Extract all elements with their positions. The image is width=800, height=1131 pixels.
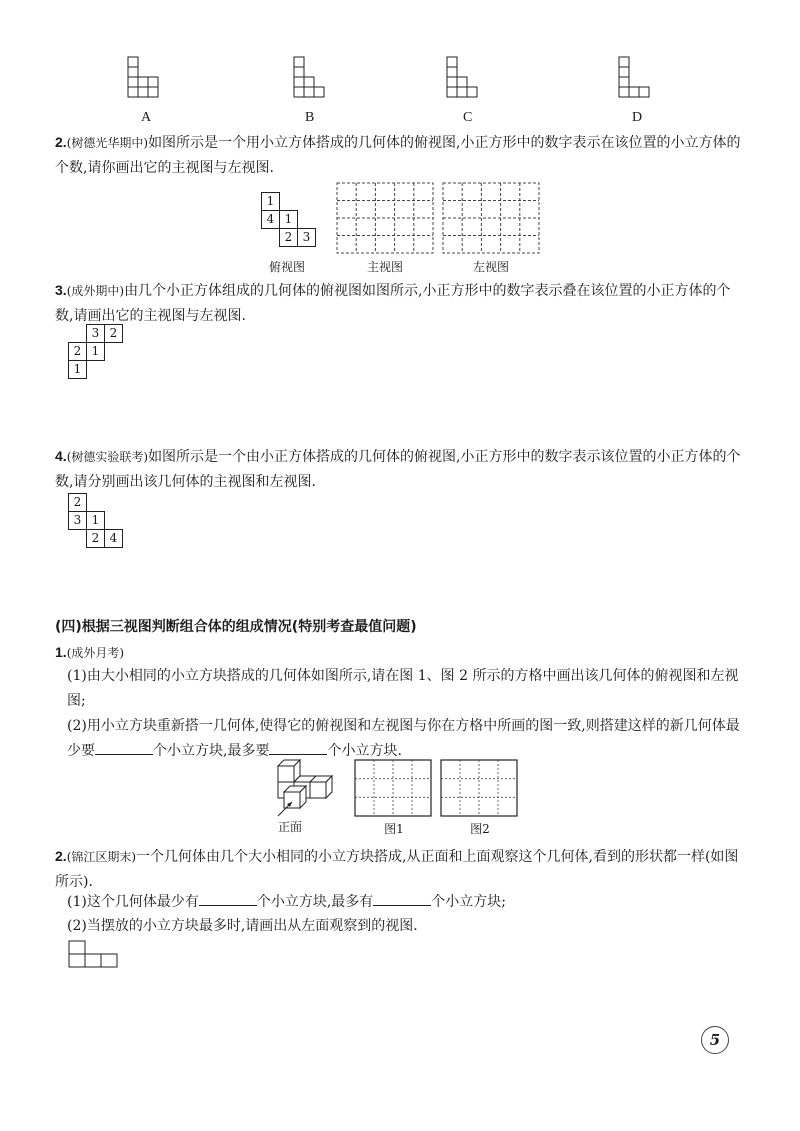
q2-front-view-grid[interactable] [337,183,433,253]
question-number: 2. [55,134,67,150]
question-text: 一个几何体由几个大小相同的小立方块搭成,从正面和上面观察这个几何体,看到的形状都一样(如图所示). [55,849,739,890]
caption-left-view: 左视图 [472,260,509,274]
part-text: 个小立方块,最多有 [256,894,374,910]
grid-cell: 2 [86,529,105,548]
option-figure-b [294,57,334,107]
option-label-d: D [632,110,643,125]
grid-cell: 1 [68,360,87,379]
section-title: (四)根据三视图判断组合体的组成情况(特别考查最值问题) [55,619,417,635]
q2-left-view-grid[interactable] [443,183,539,253]
question-source: (树德光华期中) [66,136,149,150]
s4q2-view-figure [69,941,125,981]
option-figure-d [619,57,659,107]
question-text: 由几个小正方体组成的几何体的俯视图如图所示,小正方形中的数字表示叠在该位置的小正方体的个数,请画出它的主视图与左视图. [55,283,731,324]
s4q1-part-1: (1)由大小相同的小立方块搭成的几何体如图所示,请在图 1、图 2 所示的方格中画出该几何体的俯视图和左视图; [67,668,739,709]
question-source: (锦江区期末) [66,850,137,864]
grid-cell: 3 [68,511,87,530]
answer-blank-max[interactable] [373,891,431,906]
section4-question-2 [55,844,745,895]
question-text: 如图所示是一个用小立方体搭成的几何体的俯视图,小正方形中的数字表示在该位置的小立方体的个数,请你画出它的主视图与左视图. [55,135,741,176]
grid-cell: 2 [104,324,123,343]
option-figure-a [128,57,168,107]
caption-figure-2: 图2 [470,822,490,836]
grid-cell: 4 [104,529,123,548]
s4q2-part-1 [67,890,747,915]
question-number: 2. [55,848,67,864]
part-text: (2)用小立方块重新搭一几何体,使得它的俯视图和左视图与你在方格中所画的图一致,则搭建这样的新几何体最少要 [67,718,740,759]
question-2 [55,130,745,181]
question-source: (树德实验联考) [66,450,149,464]
grid-cell: 1 [86,511,105,530]
answer-blank-min[interactable] [95,740,153,755]
question-3 [55,278,745,329]
grid-cell: 2 [68,342,87,361]
s4q1-part-2 [67,714,747,764]
grid-cell: 1 [279,210,298,229]
part-text: 个小立方块,最多要 [153,743,270,759]
answer-blank-max[interactable] [269,740,327,755]
caption-figure-1: 图1 [384,822,404,836]
caption-top-view: 俯视图 [268,260,305,274]
section4-question-1 [55,640,745,666]
part-text: 个小立方块; [431,894,507,910]
option-label-a: A [141,110,152,125]
caption-front: 正面 [277,820,302,834]
page-number: 5 [701,1026,729,1054]
option-figure-c [447,57,487,107]
s4q2-part-2: (2)当摆放的小立方块最多时,请画出从左面观察到的视图. [67,918,418,934]
caption-front-view: 主视图 [366,260,403,274]
grid-cell: 1 [86,342,105,361]
option-label-c: C [463,110,473,125]
figure-1-grid[interactable] [355,760,431,816]
answer-blank-min[interactable] [199,891,257,906]
part-text: (1)这个几何体最少有 [67,894,199,910]
option-label-b: B [305,110,315,125]
question-number: 3. [55,282,67,298]
grid-cell: 4 [261,210,280,229]
question-number: 1. [55,644,67,660]
part-text: 个小立方块. [327,743,402,759]
cube-solid-figure [270,758,350,818]
question-4 [55,444,745,495]
grid-cell: 1 [261,192,280,211]
question-source: (成外月考) [66,646,125,660]
question-source: (成外期中) [66,284,125,298]
question-number: 4. [55,448,67,464]
grid-cell: 3 [297,228,316,247]
question-text: 如图所示是一个由小正方体搭成的几何体的俯视图,小正方形中的数字表示该位置的小正方体的个数,请分别画出该几何体的主视图和左视图. [55,449,741,490]
grid-cell: 2 [68,493,87,512]
grid-cell: 2 [279,228,298,247]
figure-2-grid[interactable] [441,760,517,816]
grid-cell: 3 [86,324,105,343]
